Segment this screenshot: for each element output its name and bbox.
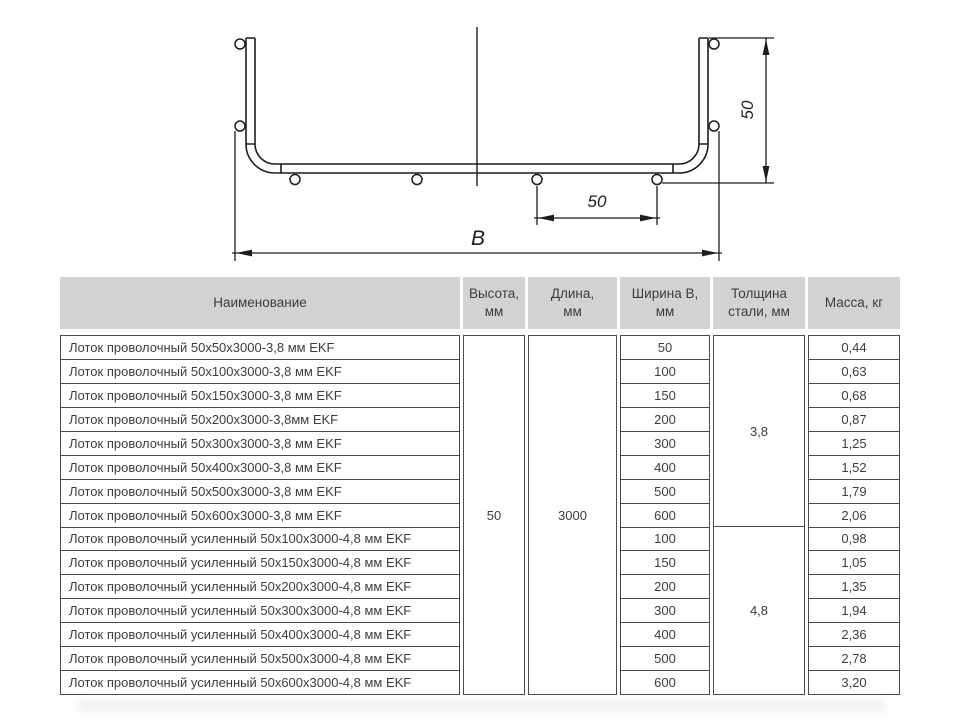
width-value: 300 [621,598,709,622]
mass-value: 1,35 [809,574,899,598]
mass-value: 2,78 [809,646,899,670]
spacing-arrow-right [640,215,656,222]
width-value: 150 [621,550,709,574]
table-body [60,335,900,695]
spacing-dim-label: 50 [587,192,607,211]
thickness-value-48: 4,8 [714,526,804,694]
column-thickness [713,335,805,695]
bottom-wire-circle-4 [652,175,662,185]
product-name: Лоток проволочный 50х150х3000-3,8 мм EKF [61,383,459,407]
column-widths [620,335,710,695]
header-length [528,277,617,329]
table-shadow [78,702,884,710]
header-thickness-line2: стали, мм [728,304,790,319]
column-mass [808,335,900,695]
header-thickness [713,277,805,329]
product-name: Лоток проволочный усиленный 50х400х3000-4,8 мм EKF [61,622,459,646]
mass-value: 0,63 [809,359,899,383]
left-top-wire-circle [235,39,245,49]
header-height-line1: Высота, [468,286,520,301]
height-dim-label: 50 [738,100,757,120]
product-name: Лоток проволочный усиленный 50х300х3000-4,8 мм EKF [61,598,459,622]
width-value: 600 [621,503,709,527]
header-thickness-line1: Толщина [731,286,787,301]
column-height-merged [463,335,525,695]
right-top-wire-circle [709,39,719,49]
mass-value: 1,52 [809,455,899,479]
product-name: Лоток проволочный 50х600х3000-3,8 мм EKF [61,503,459,527]
thickness-value-38: 3,8 [749,423,769,439]
mass-value: 2,36 [809,622,899,646]
width-dim-label: B [470,227,486,250]
width-arrow-left [236,250,252,257]
width-value: 500 [621,479,709,503]
tray-cross-section-diagram [0,0,960,275]
width-value: 200 [621,574,709,598]
mass-value: 0,44 [841,339,867,355]
product-name: Лоток проволочный усиленный 50х600х3000-4,8 мм EKF [61,670,459,694]
mass-value: 1,94 [809,598,899,622]
header-length-line1: Длина, [550,286,595,301]
width-value: 400 [621,622,709,646]
mass-value: 1,05 [809,550,899,574]
product-name: Лоток проволочный 50х400х3000-3,8 мм EKF [61,455,459,479]
left-mid-wire-circle [235,121,245,131]
product-name: Лоток проволочный 50х500х3000-3,8 мм EKF [61,479,459,503]
header-width-line2: мм [655,304,675,319]
height-arrow-up [763,39,770,55]
width-value: 600 [621,670,709,694]
header-width-line1: Ширина В, [631,286,699,301]
header-mass [808,277,900,329]
width-arrow-right [702,250,718,257]
width-value: 50 [657,339,673,355]
header-name [60,277,460,329]
header-name-line1: Наименование [213,295,307,310]
width-value: 500 [621,646,709,670]
product-name: Лоток проволочный 50х50х3000-3,8 мм EKF [69,339,335,355]
header-width [620,277,710,329]
header-mass-line1: Масса, кг [824,295,884,310]
width-value: 300 [621,431,709,455]
mass-value: 0,87 [809,407,899,431]
column-names [60,335,460,695]
product-name: Лоток проволочный усиленный 50х100х3000-4,8 мм EKF [61,527,459,551]
bottom-wire-circle-1 [290,175,300,185]
mass-value: 3,20 [809,670,899,694]
height-arrow-down [763,166,770,182]
column-length-merged [528,335,617,695]
length-value: 3000 [558,507,587,523]
mass-value: 0,98 [809,527,899,551]
product-name: Лоток проволочный 50х200х3000-3,8мм EKF [61,407,459,431]
spec-table [60,277,900,695]
header-height [463,277,525,329]
width-value: 100 [621,527,709,551]
product-name: Лоток проволочный 50х300х3000-3,8 мм EKF [61,431,459,455]
table-header-row [60,277,900,329]
width-value: 150 [621,383,709,407]
width-value: 100 [621,359,709,383]
mass-value: 1,25 [809,431,899,455]
mass-value: 2,06 [809,503,899,527]
product-name: Лоток проволочный усиленный 50х500х3000-4,8 мм EKF [61,646,459,670]
header-length-line2: мм [563,304,582,319]
mass-value: 1,79 [809,479,899,503]
height-dimension [662,38,774,183]
bottom-wire-circle-3 [532,175,542,185]
right-mid-wire-circle [709,121,719,131]
product-name: Лоток проволочный усиленный 50х150х3000-4,8 мм EKF [61,550,459,574]
width-value: 200 [621,407,709,431]
header-height-line2: мм [484,304,504,319]
product-name: Лоток проволочный усиленный 50х200х3000-4,8 мм EKF [61,574,459,598]
mass-value: 0,68 [809,383,899,407]
width-value: 400 [621,455,709,479]
bottom-wire-circle-2 [412,175,422,185]
spacing-arrow-left [538,215,554,222]
product-name: Лоток проволочный 50х100х3000-3,8 мм EKF [61,359,459,383]
height-value: 50 [486,507,502,523]
